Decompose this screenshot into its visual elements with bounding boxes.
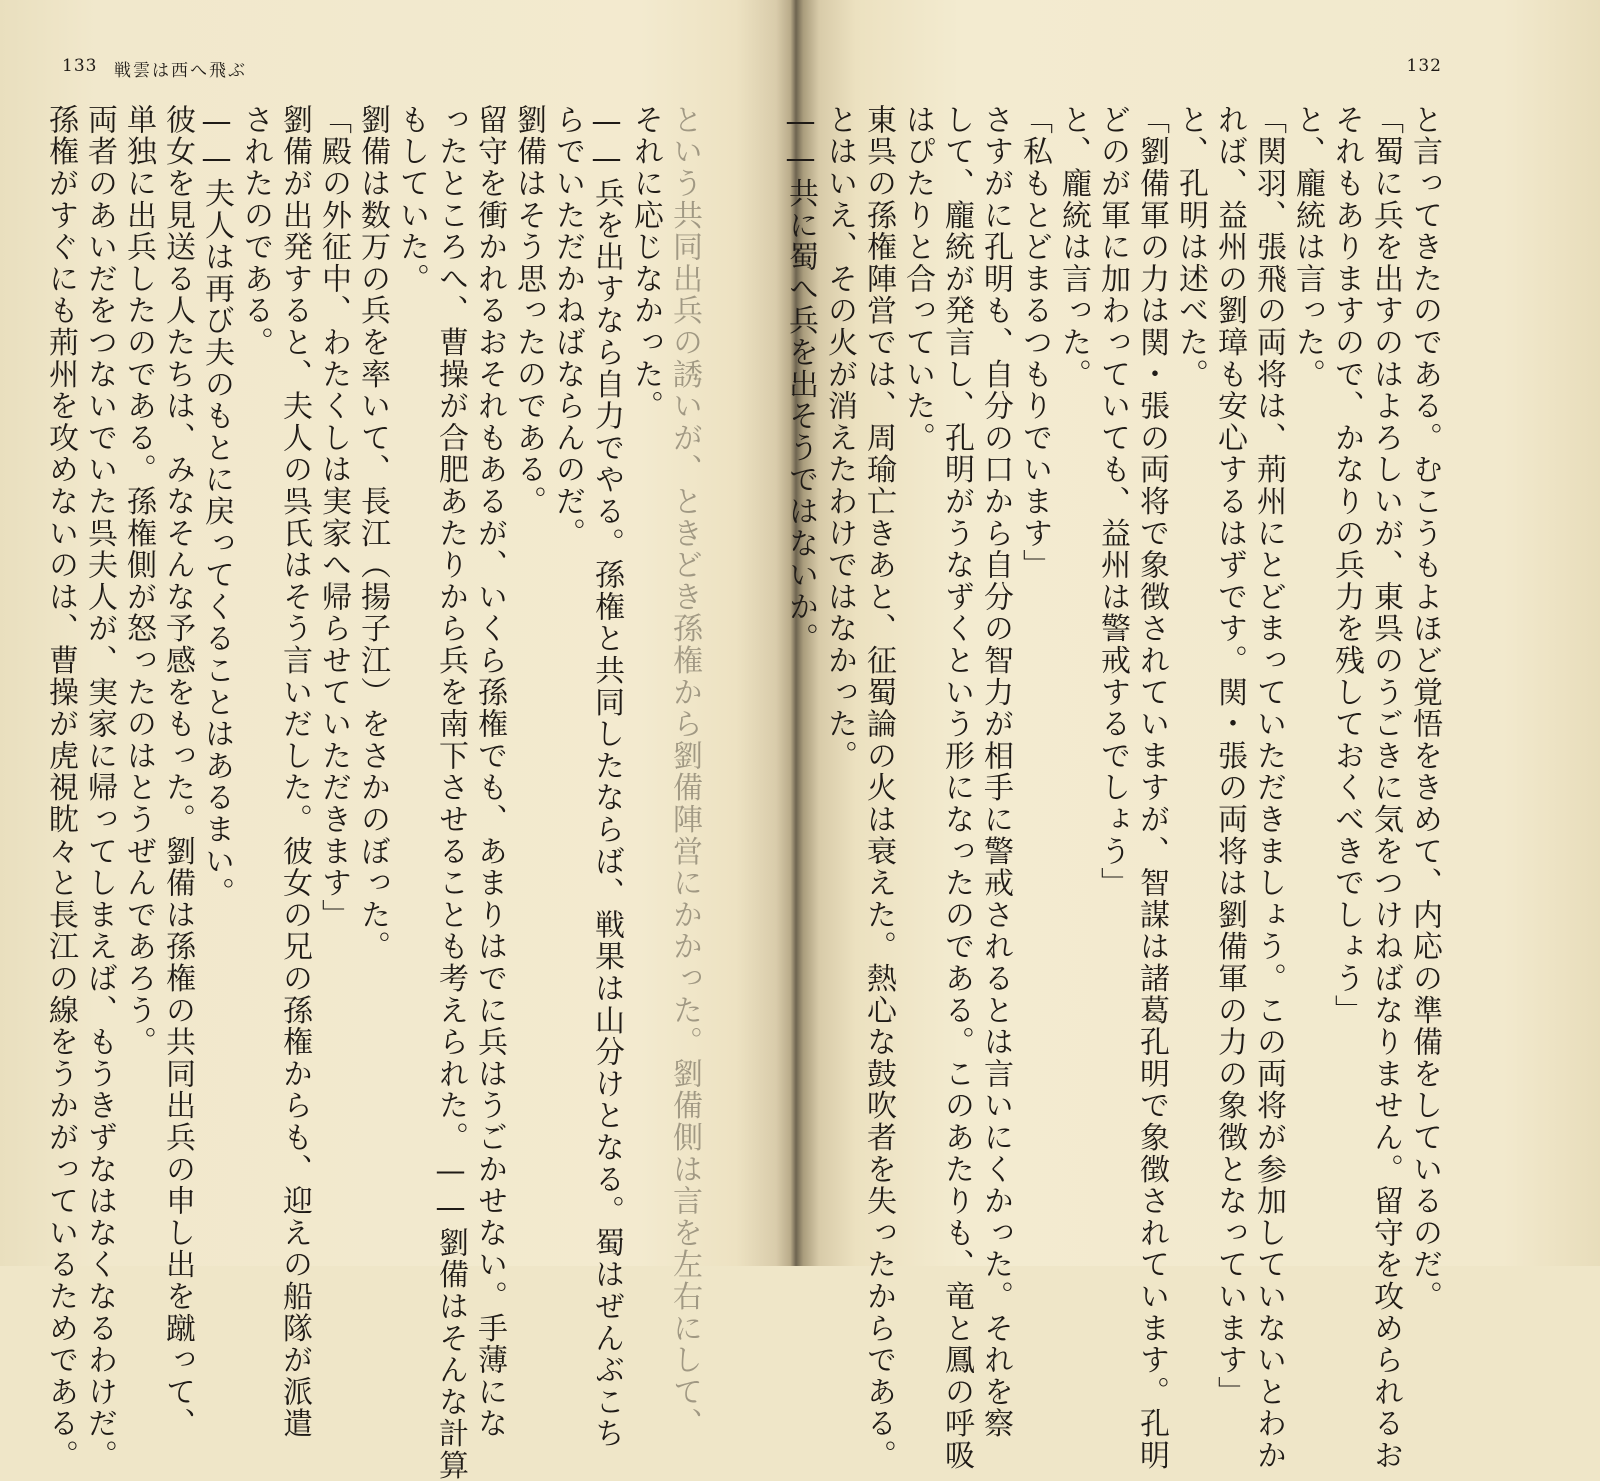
running-head: 戦雲は西へ飛ぶ [114, 61, 247, 81]
text-line: ——夫人は再び夫のもとに戻ってくることはあるまい。 [199, 104, 234, 909]
body-text [43, 104, 704, 1481]
text-line: 「私もとどまるつもりでいます」 [1017, 104, 1052, 581]
text-line: 両者のあいだをつないでいた呉夫人が、実家に帰ってしまえば、もうきずなはなくなるわけだ。 [82, 104, 117, 1472]
text-line: さすがに孔明も、自分の口から自分の智力が相手に警戒されるとは言いにくかった。それを察 [978, 104, 1013, 1440]
text-line: それに応じなかった。 [628, 104, 663, 422]
text-line: らでいただかねばならんのだ。 [550, 104, 585, 550]
text-line: れば、益州の劉璋も安心するはずです。関・張の両将は劉備軍の力の象徴となっています」 [1212, 104, 1247, 1408]
text-line: とはいえ、その火が消えたわけではなかった。 [822, 104, 857, 772]
text-line: どのが軍に加わっていても、益州は警戒するでしょう」 [1095, 104, 1130, 899]
text-line: して、龐統が発言し、孔明がうなずくという形になったのである。このあたりも、竜と鳳の呼吸 [939, 104, 974, 1472]
text-line: されたのである。 [238, 104, 273, 359]
text-line: 「殿の外征中、わたくしは実家へ帰らせていただきます」 [316, 104, 351, 931]
text-line: はぴたりと合っていた。 [900, 104, 935, 454]
text-line: もしていた。 [394, 104, 429, 295]
text-line: と言ってきたのである。むこうもよほど覚悟をきめて、内応の準備をしているのだ。 [1407, 104, 1442, 1313]
text-line: 劉備が出発すると、夫人の呉氏はそう言いだした。彼女の兄の孫権からも、迎えの船隊が派遣 [277, 104, 312, 1440]
text-line: 「蜀に兵を出すのはよろしいが、東呉のうごきに気をつけねばなりません。留守を攻められるお [1368, 104, 1403, 1472]
text-line: 「関羽、張飛の両将は、荊州にとどまっていただきましょう。この両将が参加していないとわか [1251, 104, 1286, 1472]
page-number: 133 [62, 56, 98, 76]
text-line: ——兵を出すなら自力でやる。孫権と共同したならば、戦果は山分けとなる。蜀はぜんぶこち [589, 104, 624, 1450]
text-line: と、龐統は言った。 [1290, 104, 1325, 391]
text-line: 東呉の孫権陣営では、周瑜亡きあと、征蜀論の火は衰えた。熱心な鼓吹者を失ったからである。 [861, 104, 896, 1472]
text-line: ったところへ、曹操が合肥あたりから兵を南下させることも考えられた。——劉備はそんな計算 [433, 104, 468, 1481]
text-line: という共同出兵の誘いが、ときどき孫権から劉備陣営にかかった。劉備側は言を左右にして、 [667, 104, 702, 1440]
body-text [783, 104, 1444, 1472]
text-line: 単独に出兵したのである。孫権側が怒ったのはとうぜんであろう。 [121, 104, 156, 1058]
text-line: 劉備は数万の兵を率いて、長江（揚子江）をさかのぼった。 [355, 104, 390, 963]
right-page [783, 0, 1600, 1472]
text-line: 劉備はそう思ったのである。 [511, 104, 546, 518]
text-line: と、孔明は述べた。 [1173, 104, 1208, 391]
text-line: 孫権がすぐにも荊州を攻めないのは、曹操が虎視眈々と長江の線をうかがっているためである。 [43, 104, 78, 1472]
text-line: 「劉備軍の力は関・張の両将で象徴されていますが、智謀は諸葛孔明で象徴されています。孔明 [1134, 104, 1169, 1472]
text-line: 留守を衝かれるおそれもあるが、いくら孫権でも、あまりはでに兵はうごかせない。手薄にな [472, 104, 507, 1440]
text-line: それもありますので、かなりの兵力を残しておくべきでしょう」 [1329, 104, 1364, 1027]
page-number: 132 [1406, 56, 1442, 76]
left-page [0, 0, 790, 1481]
text-line: と、龐統は言った。 [1056, 104, 1091, 391]
text-line: 彼女を見送る人たちは、みなそんな予感をもった。劉備は孫権の共同出兵の申し出を蹴って、 [160, 104, 195, 1440]
text-line: ——共に蜀へ兵を出そうではないか。 [783, 104, 818, 655]
